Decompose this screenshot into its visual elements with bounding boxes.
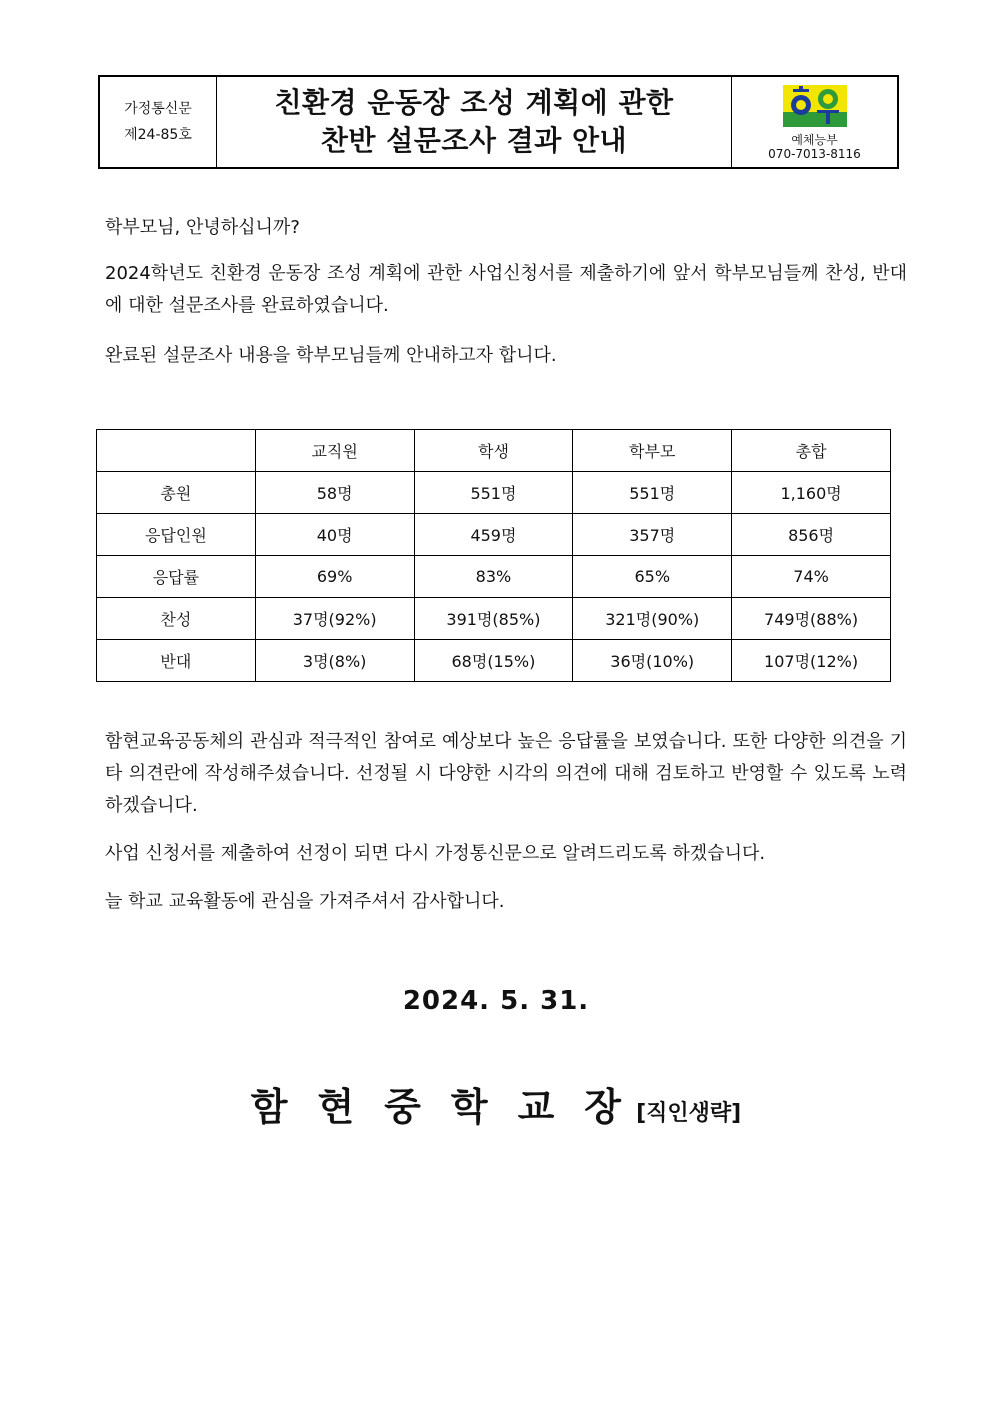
- doc-id-cell: [100, 77, 217, 167]
- table-cell: 749명(88%): [732, 598, 891, 640]
- table-cell: 551명: [573, 472, 732, 514]
- table-cell: 1,160명: [732, 472, 891, 514]
- table-row: [97, 472, 891, 514]
- dept-phone: 070-7013-8116: [768, 147, 861, 161]
- table-cell: 856명: [732, 514, 891, 556]
- doc-type: 가정통신문: [124, 101, 192, 117]
- table-cell: 68명(15%): [414, 640, 573, 682]
- greeting: 학부모님, 안녕하십니까?: [105, 217, 300, 238]
- table-cell: 65%: [573, 556, 732, 598]
- table-cell: 58명: [255, 472, 414, 514]
- signature-block: [0, 1076, 992, 1131]
- table-header-cell: 학생: [414, 430, 573, 472]
- title-line-1: 친환경 운동장 조성 계획에 관한: [274, 86, 674, 119]
- table-row-label: 응답인원: [97, 514, 256, 556]
- table-cell: 3명(8%): [255, 640, 414, 682]
- dept-name: 예체능부: [791, 133, 838, 147]
- issue-date: 2024. 5. 31.: [402, 986, 590, 1016]
- school-logo-icon: [783, 85, 847, 127]
- table-cell: 459명: [414, 514, 573, 556]
- table-row: [97, 556, 891, 598]
- table-cell: 357명: [573, 514, 732, 556]
- table-row: [97, 598, 891, 640]
- table-header-row: [97, 430, 891, 472]
- next-step-paragraph: 사업 신청서를 제출하여 선정이 되면 다시 가정통신문으로 알려드리도록 하겠습니다.: [105, 843, 766, 864]
- seal-note: [직인생략]: [636, 1101, 742, 1126]
- result-paragraph: 함현교육공동체의 관심과 적극적인 참여로 예상보다 높은 응답률을 보였습니다. 또한 다양한 의견을 기타 의견란에 작성해주셨습니다. 선정될 시 다양한 시각의 의견에 대해 검토하고 반영할 수 있도록 노력하겠습니다.: [105, 731, 907, 816]
- document-header: [98, 75, 899, 169]
- notice-paragraph: 완료된 설문조사 내용을 학부모님들께 안내하고자 합니다.: [105, 345, 557, 366]
- table-row-label: 찬성: [97, 598, 256, 640]
- title-line-2: 찬반 설문조사 결과 안내: [320, 124, 628, 157]
- intro-paragraph: 2024학년도 친환경 운동장 조성 계획에 관한 사업신청서를 제출하기에 앞서 학부모님들께 찬성, 반대에 대한 설문조사를 완료하였습니다.: [105, 263, 907, 316]
- table-row-label: 반대: [97, 640, 256, 682]
- doc-title: [217, 77, 732, 167]
- table-row-label: 응답률: [97, 556, 256, 598]
- doc-number: 제24-85호: [124, 127, 192, 143]
- survey-results-table: [96, 429, 891, 682]
- dept-cell: [732, 77, 897, 167]
- principal-name: 함현중학교장: [250, 1085, 652, 1129]
- table-header-cell: 학부모: [573, 430, 732, 472]
- table-cell: 321명(90%): [573, 598, 732, 640]
- table-cell: 74%: [732, 556, 891, 598]
- table-cell: 551명: [414, 472, 573, 514]
- table-cell: 83%: [414, 556, 573, 598]
- table-cell: 36명(10%): [573, 640, 732, 682]
- table-cell: 391명(85%): [414, 598, 573, 640]
- table-header-cell: 교직원: [255, 430, 414, 472]
- thanks-paragraph: 늘 학교 교육활동에 관심을 가져주셔서 감사합니다.: [105, 891, 505, 912]
- table-row-label: 총원: [97, 472, 256, 514]
- table-cell: 40명: [255, 514, 414, 556]
- table-cell: 69%: [255, 556, 414, 598]
- table-cell: 37명(92%): [255, 598, 414, 640]
- table-row: [97, 514, 891, 556]
- table-header-cell: 총합: [732, 430, 891, 472]
- table-row: [97, 640, 891, 682]
- table-cell: 107명(12%): [732, 640, 891, 682]
- table-header-cell: [97, 430, 256, 472]
